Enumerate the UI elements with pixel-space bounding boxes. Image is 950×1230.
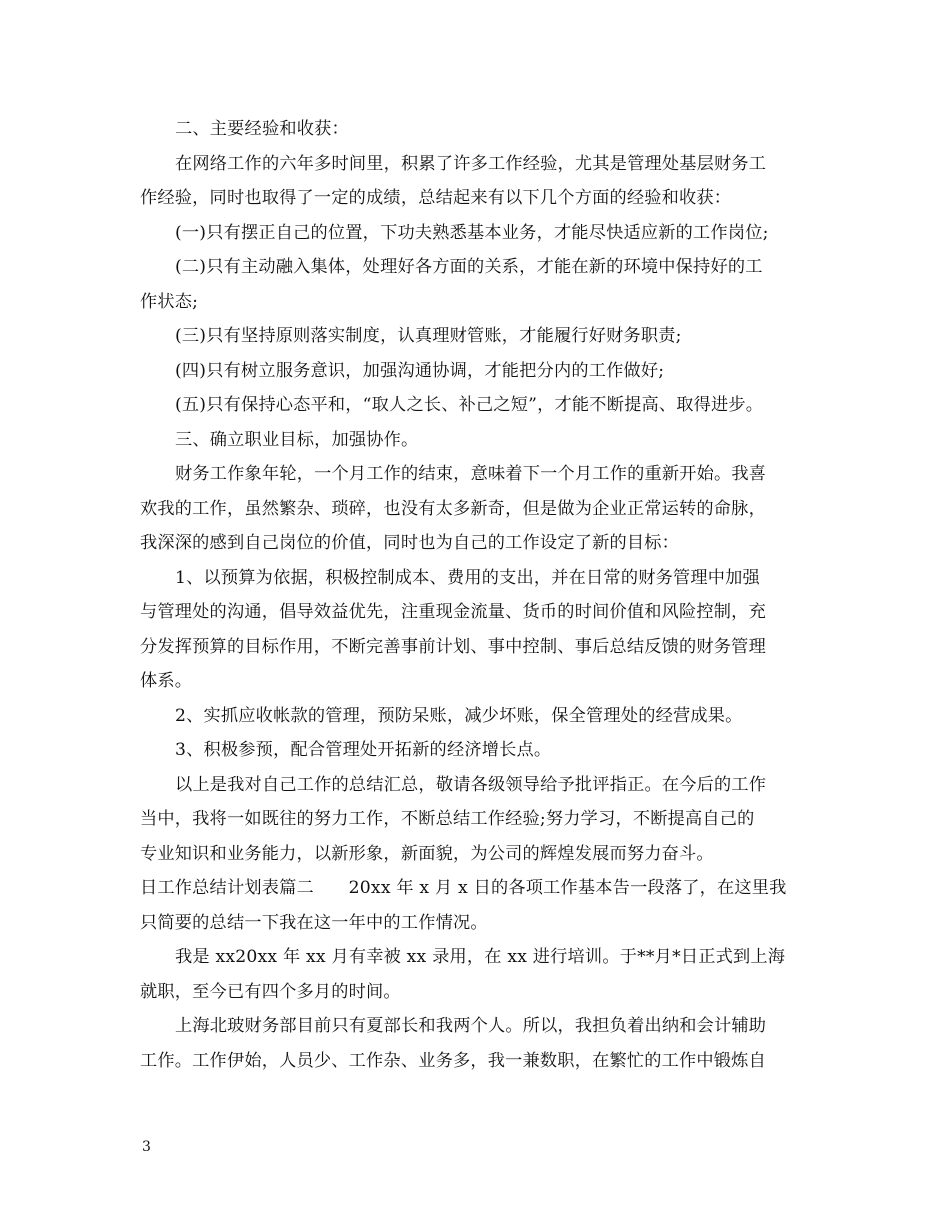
goal-item-line: 分发挥预算的目标作用，不断完善事前计划、事中控制、事后总结反馈的财务管理 [140,636,766,657]
paragraph-line: 财务工作象年轮，一个月工作的结束，意味着下一个月工作的重新开始。我喜 [175,464,767,484]
goal-item-line: 3、积极参预，配合管理处开拓新的经济增长点。 [175,740,552,760]
section-heading-experience: 二、主要经验和收获： [175,119,349,139]
goal-item-line: 体系。 [140,671,193,691]
paragraph-line: 日工作总结计划表篇二 20xx 年 x 月 x 日的各项工作基本告一段落了，在这里我 [140,878,787,898]
paragraph-line: 作经验，同时也取得了一定的成绩，总结起来有以下几个方面的经验和收获： [140,188,732,208]
list-item-line: (四)只有树立服务意识，加强沟通协调，才能把分内的工作做好; [175,360,665,381]
list-item-line: (三)只有坚持原则落实制度，认真理财管账，才能履行好财务职责; [175,326,682,346]
paragraph-line: 当中，我将一如既往的努力工作，不断总结工作经验;努力学习，不断提高自己的 [140,809,755,829]
paragraph-line: 在网络工作的六年多时间里，积累了许多工作经验，尤其是管理处基层财务工 [175,153,767,174]
section-heading-goals: 三、确立职业目标，加强协作。 [175,429,419,450]
paragraph-line: 只简要的总结一下我在这一年中的工作情况。 [140,912,488,933]
paragraph-line: 我是 xx20xx 年 xx 月有幸被 xx 录用，在 xx 进行培训。于**月*日正式到上海 [175,947,786,967]
document-body [140,112,830,1078]
paragraph-line: 工作。工作伊始，人员少、工作杂、业务多，我一兼数职，在繁忙的工作中锻炼自 [140,1050,766,1071]
paragraph-line: 专业知识和业务能力，以新形象，新面貌，为公司的辉煌发展而努力奋斗。 [140,843,714,864]
goal-item-line: 2、实抓应收帐款的管理，预防呆账，减少坏账，保全管理处的经营成果。 [175,705,743,726]
list-item-line: (五)只有保持心态平和，“取人之长、补己之短”，才能不断提高、取得进步。 [175,395,764,415]
goal-item-line: 与管理处的沟通，倡导效益优先，注重现金流量、货币的时间价值和风险控制，充 [140,602,766,622]
list-item-line: 作状态; [140,291,199,312]
list-item-line: (二)只有主动融入集体，处理好各方面的关系，才能在新的环境中保持好的工 [175,257,763,277]
paragraph-line: 以上是我对自己工作的总结汇总，敬请各级领导给予批评指正。在今后的工作 [175,774,767,795]
paragraph-line: 我深深的感到自己岗位的价值，同时也为自己的工作设定了新的目标： [140,533,680,553]
paragraph-line: 就职，至今已有四个多月的时间。 [140,981,401,1002]
goal-item-line: 1、以预算为依据，积极控制成本、费用的支出，并在日常的财务管理中加强 [175,567,760,588]
list-item-line: (一)只有摆正自己的位置，下功夫熟悉基本业务，才能尽快适应新的工作岗位; [175,222,769,243]
paragraph-line: 上海北玻财务部目前只有夏部长和我两个人。所以，我担负着出纳和会计辅助 [175,1016,767,1036]
page-number: 3 [142,1139,151,1155]
paragraph-line: 欢我的工作，虽然繁杂、琐碎，也没有太多新奇，但是做为企业正常运转的命脉， [140,498,766,519]
